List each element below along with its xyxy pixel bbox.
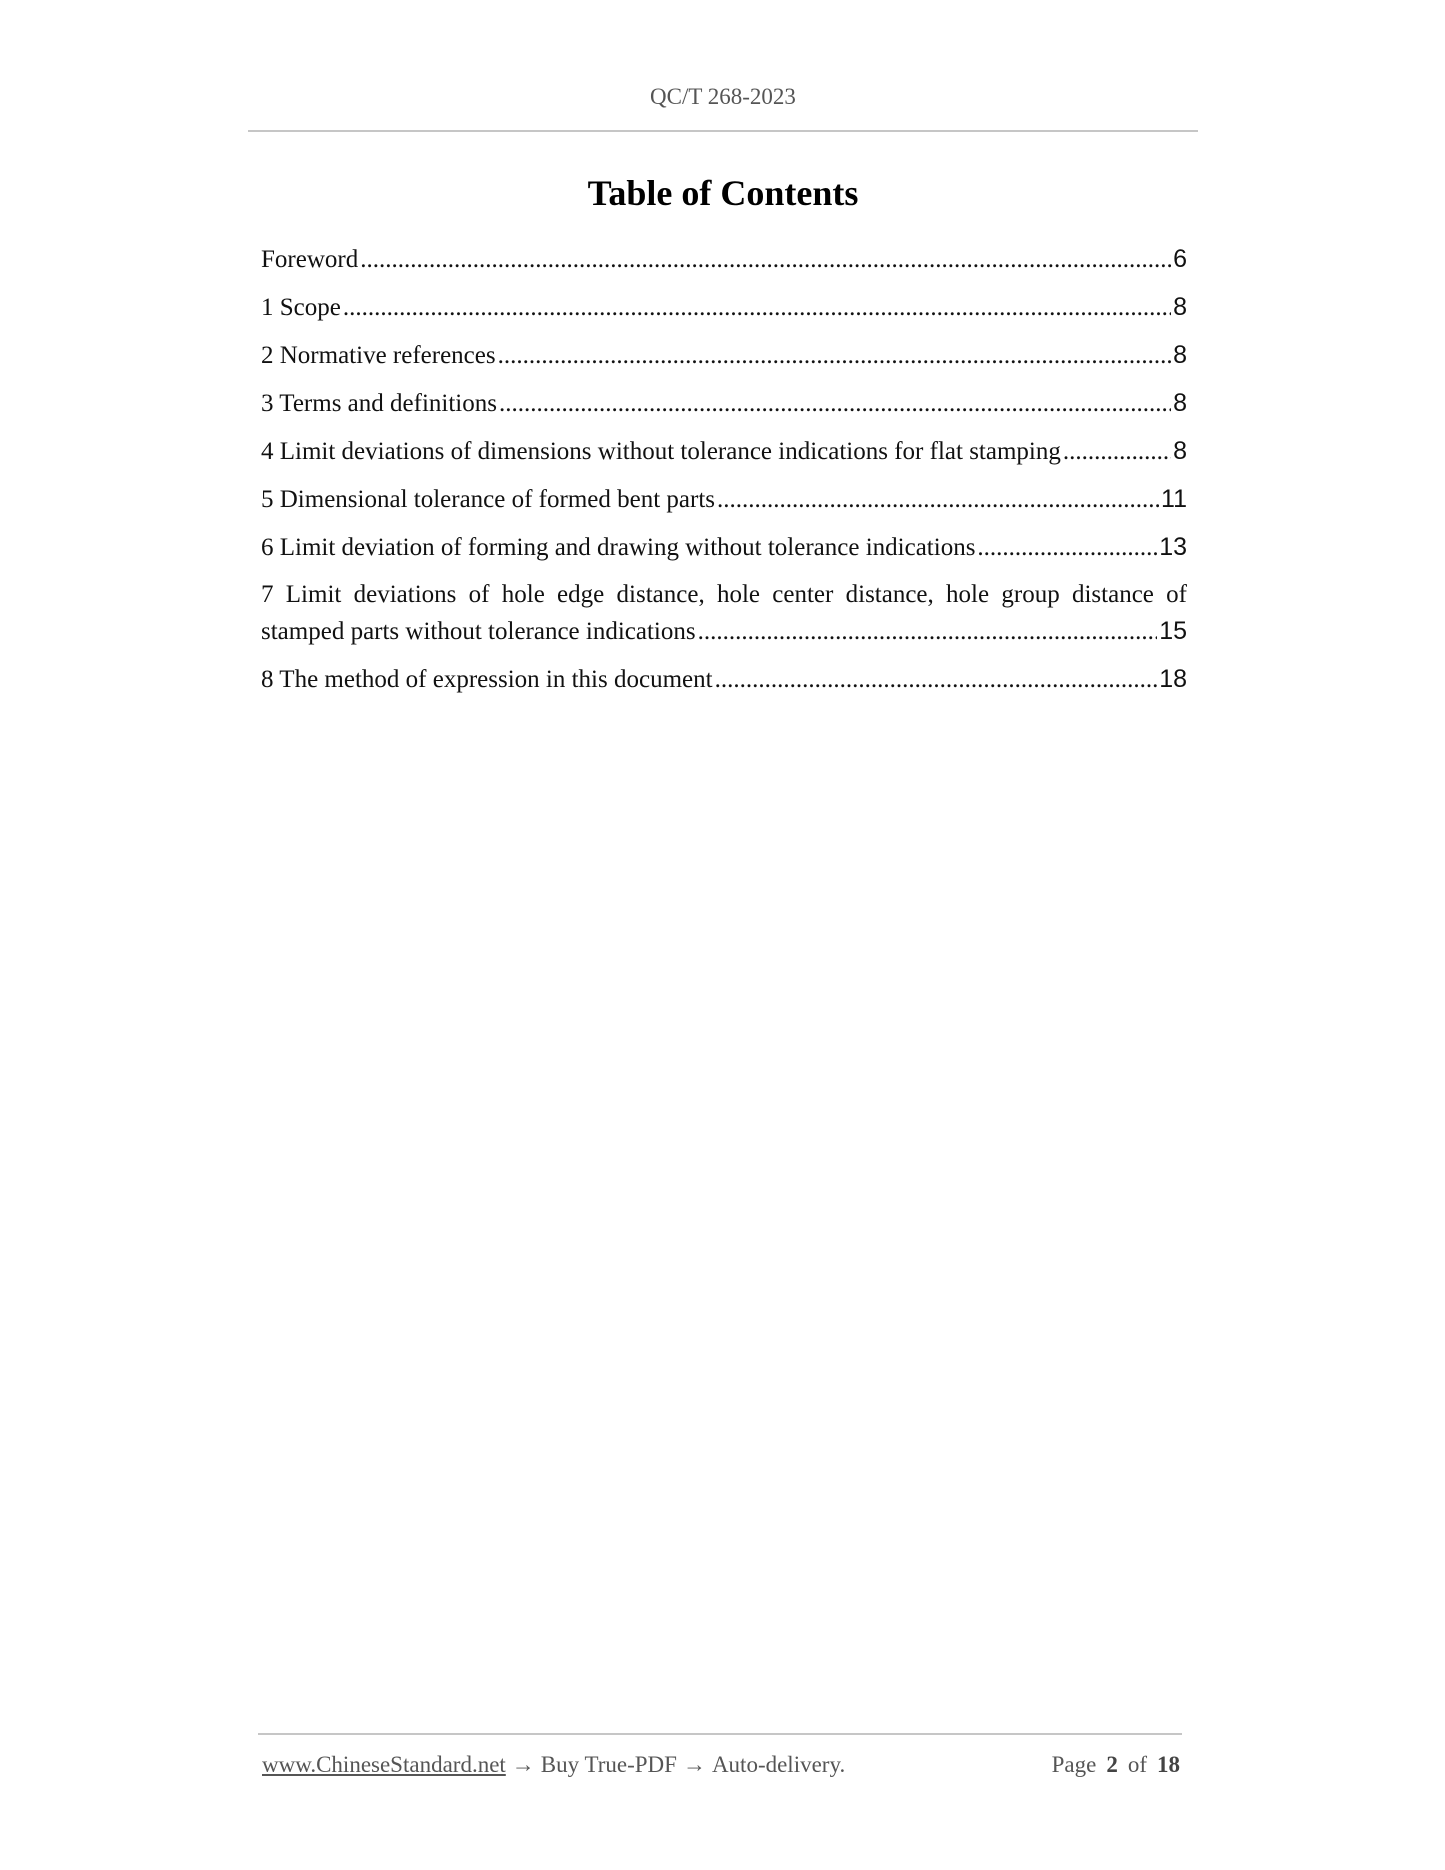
page-footer — [262, 1752, 1180, 1778]
footer-divider — [258, 1733, 1182, 1735]
toc-entry-label: 5 Dimensional tolerance of formed bent parts — [261, 486, 716, 513]
running-header — [248, 84, 1198, 110]
toc-entry-page: 8 — [1173, 341, 1187, 369]
toc-entry-label: 6 Limit deviation of forming and drawing without tolerance indications — [261, 534, 976, 561]
toc-entry-hole-distances[interactable] — [261, 580, 1187, 646]
toc-entry-page: 8 — [1173, 389, 1187, 417]
toc-entry-forming-drawing[interactable] — [261, 532, 1187, 562]
toc-entry-page: 8 — [1173, 293, 1187, 321]
toc-entry-normative-references[interactable] — [261, 340, 1187, 370]
header-divider — [248, 130, 1198, 132]
toc-entry-formed-bent-parts[interactable] — [261, 484, 1187, 514]
document-code: QC/T 268-2023 — [650, 84, 796, 109]
toc-entry-scope[interactable] — [261, 292, 1187, 322]
toc-entry-page: 13 — [1159, 533, 1187, 561]
toc-entry-label: 8 The method of expression in this document — [261, 666, 713, 693]
toc-entry-terms-definitions[interactable] — [261, 388, 1187, 418]
toc-entry-label-line1: 7 Limit deviations of hole edge distance, hole center distance, hole group distance of — [261, 581, 1187, 608]
of-word: of — [1127, 1752, 1147, 1777]
toc-entry-label: 2 Normative references — [261, 342, 496, 369]
dot-leader — [498, 341, 1171, 370]
page-word: Page — [1051, 1752, 1097, 1777]
current-page: 2 — [1106, 1752, 1118, 1777]
toc-entry-foreword[interactable] — [261, 244, 1187, 274]
dot-leader — [499, 389, 1171, 418]
buy-text: Buy True-PDF — [540, 1752, 677, 1777]
toc-entry-page: 8 — [1173, 437, 1187, 465]
toc-entry-flat-stamping[interactable] — [261, 436, 1187, 466]
arrow-right-icon: → — [682, 1752, 706, 1777]
toc-title: Table of Contents — [587, 173, 859, 213]
toc-entry-line2 — [261, 616, 1187, 646]
dot-leader — [360, 245, 1171, 274]
toc-entry-page: 15 — [1159, 617, 1187, 645]
dot-leader — [343, 293, 1171, 322]
toc-entry-label: 3 Terms and definitions — [261, 390, 497, 417]
toc-entry-page: 11 — [1161, 485, 1187, 513]
dot-leader — [715, 665, 1158, 694]
dot-leader — [698, 617, 1158, 646]
delivery-text: Auto-delivery. — [711, 1752, 846, 1777]
total-pages: 18 — [1157, 1752, 1180, 1777]
site-link[interactable]: www.ChineseStandard.net — [262, 1752, 506, 1777]
page-indicator — [1052, 1752, 1180, 1778]
dot-leader — [1063, 437, 1171, 466]
toc-entry-page: 18 — [1159, 665, 1187, 693]
toc-entry-method-of-expression[interactable] — [261, 664, 1187, 694]
toc-entry-label-line2: stamped parts without tolerance indications — [261, 618, 696, 645]
dot-leader — [717, 485, 1159, 514]
toc-entry-label: 1 Scope — [261, 294, 341, 321]
toc-entry-label: Foreword — [261, 246, 359, 273]
dot-leader — [977, 533, 1157, 562]
table-of-contents — [261, 244, 1187, 712]
footer-promo — [262, 1752, 845, 1778]
toc-entry-page: 6 — [1173, 245, 1187, 273]
arrow-right-icon: → — [511, 1752, 535, 1777]
toc-entry-label: 4 Limit deviations of dimensions without tolerance indications for flat stamping — [261, 438, 1061, 465]
